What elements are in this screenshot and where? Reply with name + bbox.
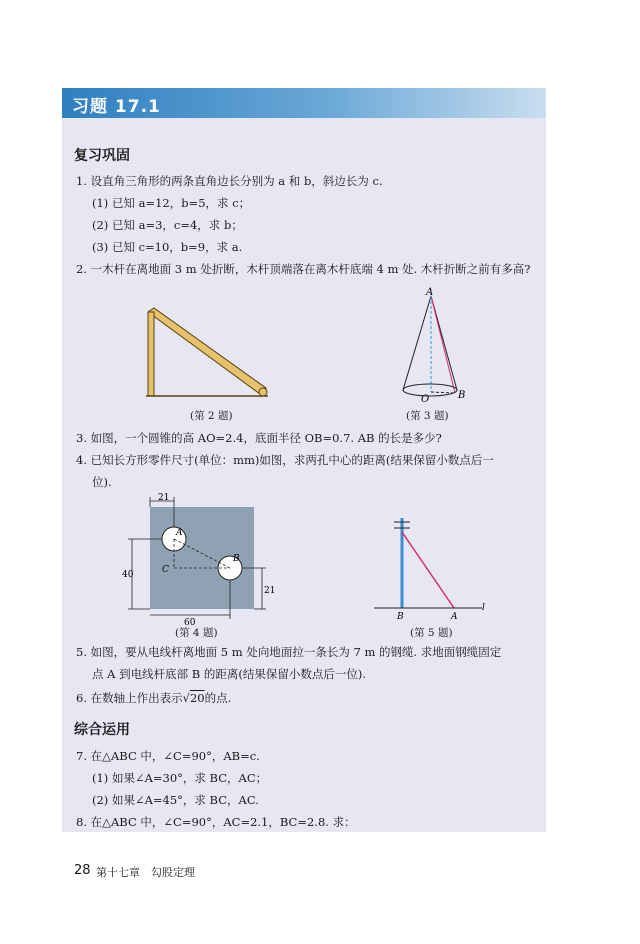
question-1-part-1: (1) 已知 a=12，b=5，求 c；	[92, 196, 251, 210]
figure-5-caption: (第 5 题)	[410, 627, 453, 639]
fig3-label-b: B	[458, 390, 466, 401]
fig4-dim-40: 40	[122, 570, 134, 580]
sqrt-symbol: √	[182, 691, 190, 705]
question-6	[76, 690, 231, 706]
chapter-title: 第十七章 勾股定理	[96, 866, 195, 879]
question-5-line-2: 点 A 到电线杆底部 B 的距离(结果保留小数点后一位).	[92, 667, 367, 681]
section-apply-title: 综合运用	[74, 722, 130, 738]
page-number: 28	[74, 863, 91, 878]
exercise-title: 习题 17.1	[72, 97, 161, 117]
figure-5-pole	[372, 512, 492, 622]
fig5-label-b: B	[397, 612, 404, 622]
question-1: 1. 设直角三角形的两条直角边长分别为 a 和 b，斜边长为 c.	[76, 174, 383, 188]
question-4-line-1: 4. 已知长方形零件尺寸(单位：mm)如图，求两孔中心的距离(结果保留小数点后一	[76, 453, 494, 467]
question-8: 8. 在△ABC 中，∠C=90°，AC=2.1，BC=2.8. 求：	[76, 815, 356, 829]
section-review-title: 复习巩固	[74, 148, 130, 164]
question-7-part-1: (1) 如果∠A=30°，求 BC，AC；	[92, 771, 268, 785]
question-7-part-2: (2) 如果∠A=45°，求 BC，AC.	[92, 793, 259, 807]
question-4-line-2: 位).	[92, 475, 112, 489]
fig4-dim-21-right: 21	[264, 586, 276, 596]
figure-4-plate	[120, 493, 276, 628]
question-2: 2. 一木杆在离地面 3 m 处折断，木杆顶端落在离木杆底端 4 m 处. 木杆折断之前有多高?	[76, 262, 531, 276]
figure-2-broken-pole	[140, 300, 280, 410]
figure-4-caption: (第 4 题)	[175, 627, 218, 639]
figure-3-caption: (第 3 题)	[406, 410, 449, 422]
fig4-label-b: B	[233, 554, 240, 564]
fig4-dim-21-top: 21	[158, 493, 170, 503]
fig5-label-a: A	[451, 612, 458, 622]
question-1-part-2: (2) 已知 a=3，c=4，求 b；	[92, 218, 243, 232]
fig3-label-a: A	[426, 287, 434, 298]
fig4-dim-60: 60	[184, 618, 196, 628]
fig4-label-c: C	[162, 565, 169, 575]
question-3: 3. 如图，一个圆锥的高 AO=2.4，底面半径 OB=0.7. AB 的长是多少?	[76, 431, 442, 445]
sqrt-radicand: 20	[189, 691, 205, 705]
question-6-text: 6. 在数轴上作出表示	[76, 691, 183, 705]
question-6-end: 的点.	[204, 691, 232, 705]
fig3-label-o: O	[421, 394, 430, 405]
figure-3-cone	[395, 287, 475, 410]
fig5-label-l: l	[482, 603, 485, 613]
question-7: 7. 在△ABC 中，∠C=90°，AB=c.	[76, 749, 260, 763]
question-1-part-3: (3) 已知 c=10，b=9，求 a.	[92, 240, 243, 254]
fig4-label-a: A	[176, 528, 183, 538]
figure-2-caption: (第 2 题)	[190, 410, 233, 422]
question-5-line-1: 5. 如图，要从电线杆离地面 5 m 处向地面拉一条长为 7 m 的钢缆. 求地面钢缆固定	[76, 645, 502, 659]
